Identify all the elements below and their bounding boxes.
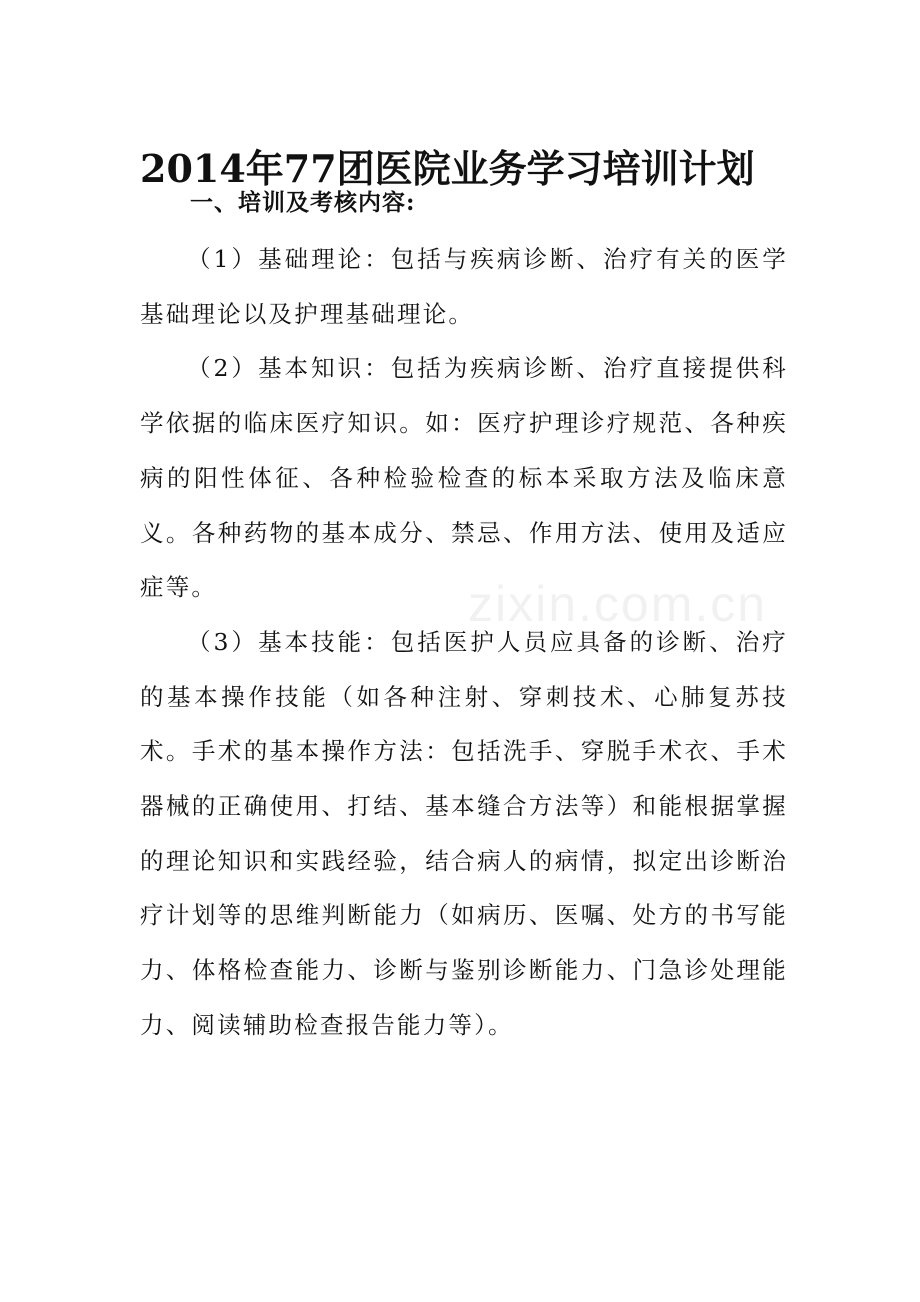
section-heading: 一、培训及考核内容:	[190, 189, 416, 216]
document-title: 2014年77团医院业务学习培训计划	[140, 146, 755, 192]
paragraph-basic-knowledge: （2）基本知识：包括为疾病诊断、治疗直接提供科学依据的临床医疗知识。如：医疗护理诊疗规范、各种疾病的阳性体征、各种检验检查的标本采取方法及临床意义。各种药物的基本成分、禁忌、作用方法、使用及适应症等。	[140, 354, 788, 602]
watermark: zixin.com.cn	[468, 576, 768, 632]
document-body	[140, 232, 788, 1053]
paragraph-basic-theory: （1）基础理论：包括与疾病诊断、治疗有关的医学基础理论以及护理基础理论。	[140, 245, 788, 328]
paragraph-basic-skills: （3）基本技能：包括医护人员应具备的诊断、治疗的基本操作技能（如各种注射、穿刺技术、心肺复苏技术。手术的基本操作方法：包括洗手、穿脱手术衣、手术器械的正确使用、打结、基本缝合方法等）和能根据掌握的理论知识和实践经验，结合病人的病情，拟定出诊断治疗计划等的思维判断能力（如病历、医嘱、处方的书写能力、体格检查能力、诊断与鉴别诊断能力、门急诊处理能力、阅读辅助检查报告能力等）。	[140, 627, 788, 1039]
